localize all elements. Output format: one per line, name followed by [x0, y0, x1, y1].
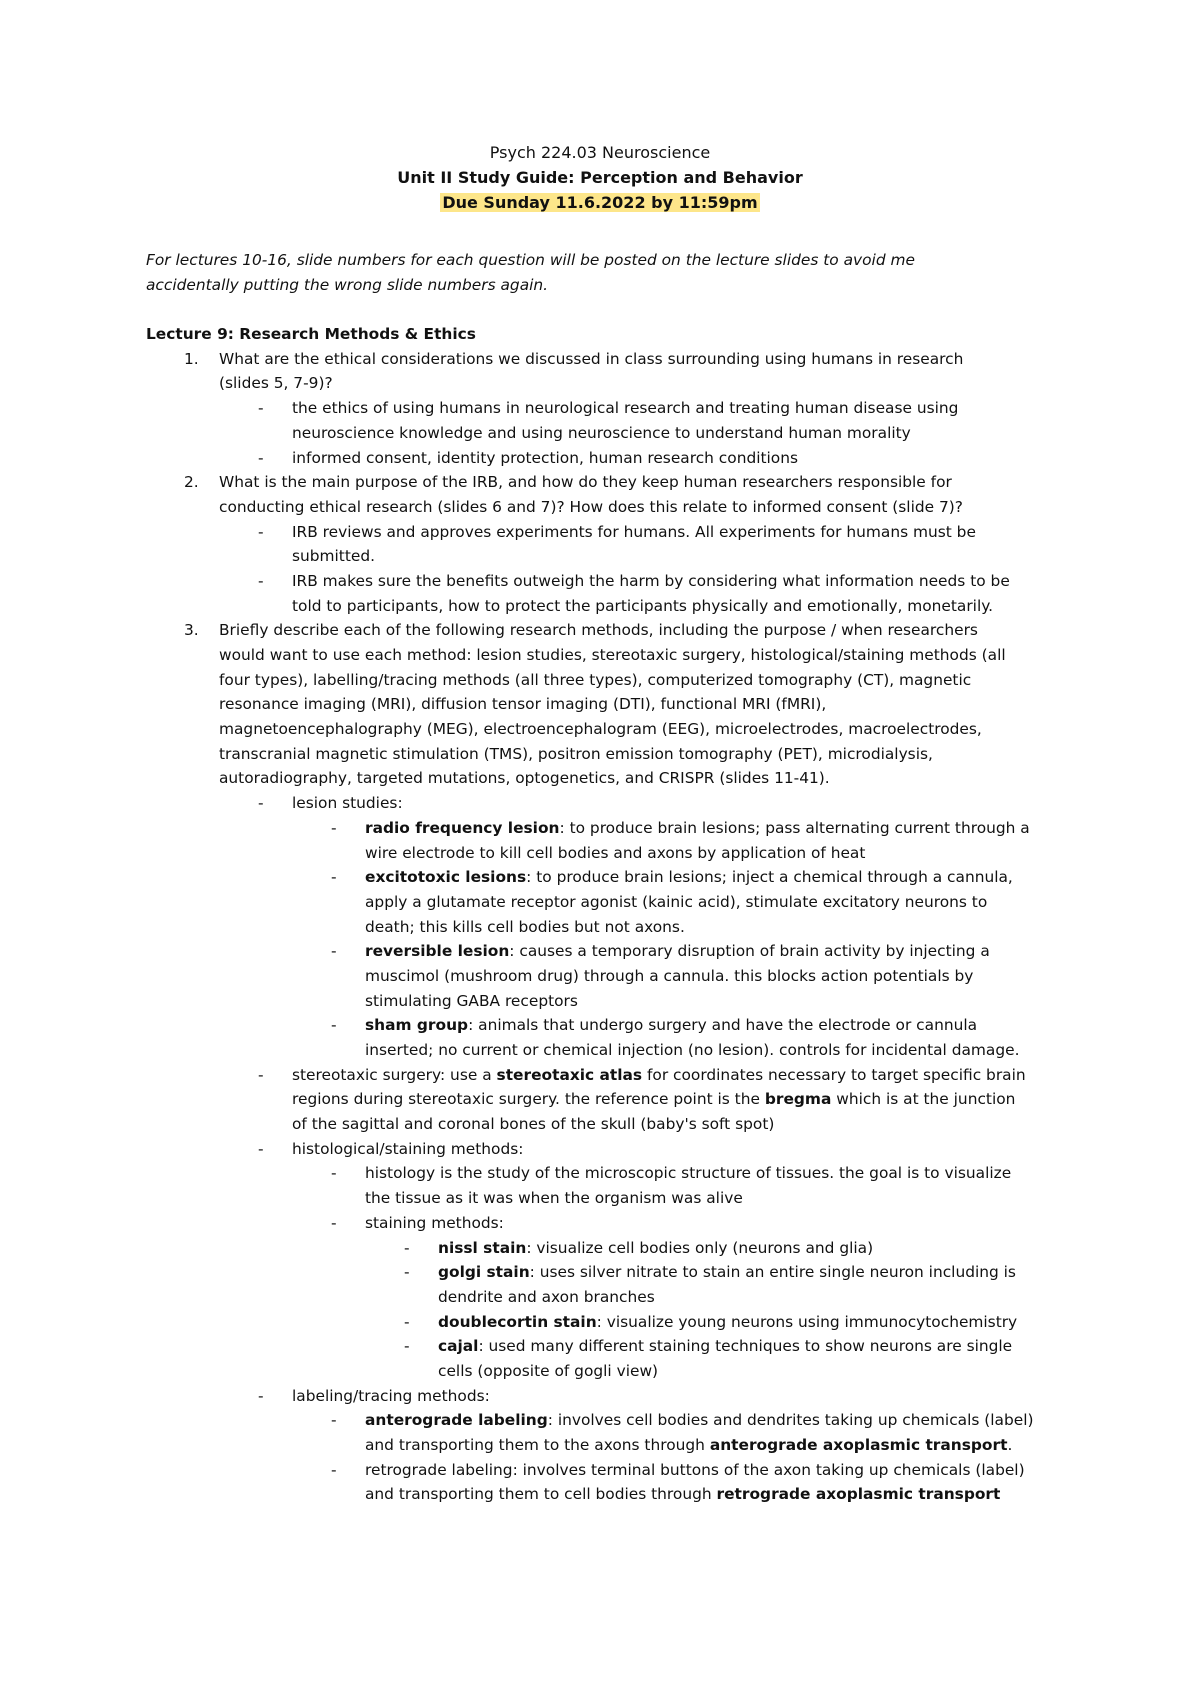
definition-line: inserted; no current or chemical injection (no lesion). controls for incidental damage. — [365, 1041, 1020, 1059]
definition-line: cells (opposite of gogli view) — [438, 1361, 659, 1380]
bullet-marker: - — [331, 1213, 337, 1232]
bullet-marker: - — [331, 868, 337, 887]
guide-title: Unit II Study Guide: Perception and Behavior — [397, 168, 803, 187]
definition-line: death; this kills cell bodies but not axons. — [365, 917, 685, 936]
bullet-marker: - — [404, 1337, 410, 1356]
bullet-marker: - — [331, 1411, 337, 1430]
definition-line: reversible lesion: causes a temporary disruption of brain activity by injecting a — [365, 942, 990, 961]
term: radio frequency lesion — [365, 818, 560, 837]
bullet-marker: - — [258, 1065, 264, 1084]
definition-line: excitotoxic lesions: to produce brain lesions; inject a chemical through a cannula, — [365, 868, 1013, 887]
question-text: autoradiography, targeted mutations, optogenetics, and CRISPR (slides 11-41). — [219, 769, 830, 788]
term: sham group — [365, 1016, 469, 1035]
bullet-marker: - — [404, 1238, 410, 1257]
question-text: transcranial magnetic stimulation (TMS), positron emission tomography (PET), microdialysis, — [219, 744, 933, 763]
bullet-marker: - — [258, 448, 264, 467]
bullet-marker: - — [258, 399, 264, 418]
intro-line: For lectures 10-16, slide numbers for each question will be posted on the lecture slides to avoid me — [146, 251, 915, 269]
definition-line: retrograde labeling: involves terminal buttons of the axon taking up chemicals (label) — [365, 1460, 1025, 1479]
question-text: (slides 5, 7-9)? — [219, 374, 333, 393]
term: nissl stain — [438, 1238, 527, 1257]
term: excitotoxic lesions — [365, 868, 527, 887]
definition-line: cajal: used many different staining techniques to show neurons are single — [438, 1337, 1013, 1356]
question-text: four types), labelling/tracing methods (all three types), computerized tomography (CT), magnetic — [219, 670, 972, 689]
bullet-marker: - — [331, 1460, 337, 1479]
definition-line: regions during stereotaxic surgery. the reference point is the bregma which is at the junction — [292, 1090, 1016, 1109]
subtopic-label: staining methods: — [365, 1213, 504, 1232]
due-date: Due Sunday 11.6.2022 by 11:59pm — [442, 193, 758, 212]
document-body — [0, 248, 1200, 1507]
subtopic-label: labeling/tracing methods: — [292, 1386, 490, 1405]
definition-line: of the sagittal and coronal bones of the skull (baby's soft spot) — [292, 1115, 775, 1134]
answer-text: informed consent, identity protection, human research conditions — [292, 448, 798, 467]
answer-text: the ethics of using humans in neurological research and treating human disease using — [292, 399, 959, 418]
question-text: resonance imaging (MRI), diffusion tensor imaging (DTI), functional MRI (fMRI), — [219, 695, 827, 714]
intro-line: accidentally putting the wrong slide numbers again. — [146, 275, 549, 294]
bullet-marker: - — [404, 1312, 410, 1331]
answer-text: IRB makes sure the benefits outweigh the harm by considering what information needs to be — [292, 571, 1010, 590]
definition-line: golgi stain: uses silver nitrate to stain an entire single neuron including is — [438, 1263, 1016, 1282]
definition-line: stimulating GABA receptors — [365, 991, 578, 1010]
bullet-marker: - — [258, 1139, 264, 1158]
question-text: What is the main purpose of the IRB, and how do they keep human researchers responsible for — [219, 473, 952, 492]
question-number: 2. — [184, 473, 199, 492]
bullet-marker: - — [331, 1016, 337, 1035]
subtopic-label: lesion studies: — [292, 794, 403, 813]
question-text: conducting ethical research (slides 6 and 7)? How does this relate to informed consent (slide 7)? — [219, 497, 963, 516]
question-text: What are the ethical considerations we discussed in class surrounding using humans in research — [219, 349, 964, 368]
section-title: Lecture 9: Research Methods & Ethics — [146, 325, 476, 344]
term: cajal — [438, 1337, 479, 1356]
bullet-marker: - — [404, 1263, 410, 1282]
definition-line: dendrite and axon branches — [438, 1287, 655, 1306]
term: reversible lesion — [365, 942, 510, 961]
question-number: 3. — [184, 621, 199, 640]
answer-text: neuroscience knowledge and using neuroscience to understand human morality — [292, 423, 911, 442]
bullet-marker: - — [331, 1164, 337, 1183]
definition-line: muscimol (mushroom drug) through a cannula. this blocks action potentials by — [365, 966, 974, 985]
answer-text: told to participants, how to protect the participants physically and emotionally, monetarily. — [292, 596, 994, 615]
term: stereotaxic atlas — [496, 1065, 643, 1084]
definition-line: anterograde labeling: involves cell bodies and dendrites taking up chemicals (label) — [365, 1411, 1034, 1430]
term: anterograde labeling — [365, 1411, 548, 1430]
course-title: Psych 224.03 Neuroscience — [489, 143, 711, 162]
bullet-marker: - — [331, 942, 337, 961]
question-text: would want to use each method: lesion studies, stereotaxic surgery, histological/staining methods (all — [219, 646, 1006, 664]
definition-line: wire electrode to kill cell bodies and axons by application of heat — [365, 843, 866, 862]
term: retrograde axoplasmic transport — [716, 1485, 1001, 1504]
question-text: Briefly describe each of the following research methods, including the purpose / when researchers — [219, 621, 978, 640]
definition-line: and transporting them to the axons through anterograde axoplasmic transport. — [365, 1436, 1013, 1454]
question-number: 1. — [184, 349, 199, 368]
definition-line: the tissue as it was when the organism was alive — [365, 1189, 743, 1208]
bullet-marker: - — [331, 818, 337, 837]
definition-line: nissl stain: visualize cell bodies only (neurons and glia) — [438, 1238, 874, 1257]
document-header — [0, 140, 1200, 215]
term: doublecortin stain — [438, 1312, 597, 1331]
definition-line: sham group: animals that undergo surgery and have the electrode or cannula — [365, 1016, 978, 1035]
subtopic-label: histological/staining methods: — [292, 1139, 524, 1158]
definition-line: and transporting them to cell bodies through retrograde axoplasmic transport — [365, 1485, 1001, 1504]
definition-line: stereotaxic surgery: use a stereotaxic atlas for coordinates necessary to target specific brain — [292, 1065, 1026, 1084]
answer-text: IRB reviews and approves experiments for humans. All experiments for humans must be — [292, 522, 976, 541]
bullet-marker: - — [258, 571, 264, 590]
term: anterograde axoplasmic transport — [709, 1436, 1008, 1454]
bullet-marker: - — [258, 522, 264, 541]
definition-line: apply a glutamate receptor agonist (kainic acid), stimulate excitatory neurons to — [365, 892, 988, 911]
term: bregma — [764, 1090, 832, 1109]
definition-line: radio frequency lesion: to produce brain lesions; pass alternating current through a — [365, 818, 1030, 837]
term: golgi stain — [438, 1263, 530, 1282]
bullet-marker: - — [258, 1386, 264, 1405]
answer-text: submitted. — [292, 547, 376, 566]
definition-line: doublecortin stain: visualize young neurons using immunocytochemistry — [438, 1312, 1018, 1331]
definition-line: histology is the study of the microscopic structure of tissues. the goal is to visualize — [365, 1164, 1012, 1183]
question-text: magnetoencephalography (MEG), electroencephalogram (EEG), microelectrodes, macroelectrodes, — [219, 720, 982, 739]
bullet-marker: - — [258, 794, 264, 813]
